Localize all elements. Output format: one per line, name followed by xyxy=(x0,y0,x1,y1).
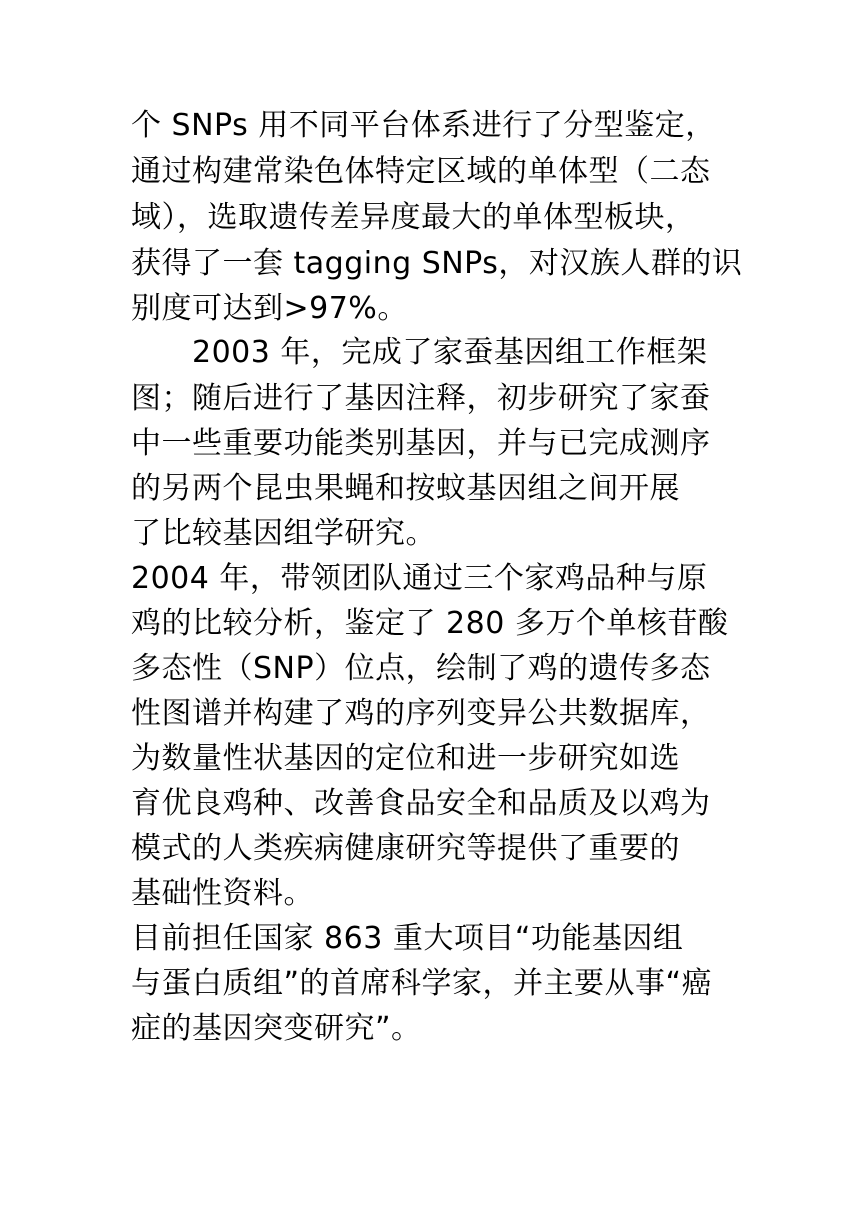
text-line: 域），选取遗传差异度最大的单体型板块， xyxy=(131,200,696,235)
text-line: 2004 年，带领团队通过三个家鸡品种与原 xyxy=(131,561,708,596)
text-line: 为数量性状基因的定位和进一步研究如选 xyxy=(131,741,680,776)
text-line: 模式的人类疾病健康研究等提供了重要的 xyxy=(131,831,680,866)
text-line: 基础性资料。 xyxy=(131,876,314,911)
text-line: 育优良鸡种、改善食品安全和品质及以鸡为 xyxy=(131,786,711,821)
text-line: 图；随后进行了基因注释，初步研究了家蚕 xyxy=(131,381,711,416)
text-line: 中一些重要功能类别基因，并与已完成测序 xyxy=(131,426,711,461)
text-line: 多态性（SNP）位点，绘制了鸡的遗传多态 xyxy=(131,651,711,686)
text-line: 2003 年，完成了家蚕基因组工作框架 xyxy=(131,335,708,370)
text-line: 的另两个昆虫果蝇和按蚊基因组之间开展 xyxy=(131,471,680,506)
text-line: 目前担任国家 863 重大项目“功能基因组 xyxy=(131,921,684,956)
text-line: 与蛋白质组”的首席科学家，并主要从事“癌 xyxy=(131,966,713,1001)
text-line: 别度可达到>97%。 xyxy=(131,291,408,326)
text-line: 症的基因突变研究”。 xyxy=(131,1011,422,1046)
text-line: 性图谱并构建了鸡的序列变异公共数据库， xyxy=(131,696,711,731)
text-line: 鸡的比较分析，鉴定了 280 多万个单核苷酸 xyxy=(131,606,729,641)
text-line: 通过构建常染色体特定区域的单体型（二态 xyxy=(131,154,711,189)
text-line: 了比较基因组学研究。 xyxy=(131,516,436,551)
text-line: 获得了一套 tagging SNPs，对汉族人群的识 xyxy=(131,246,743,281)
text-line: 个 SNPs 用不同平台体系进行了分型鉴定， xyxy=(131,108,716,143)
